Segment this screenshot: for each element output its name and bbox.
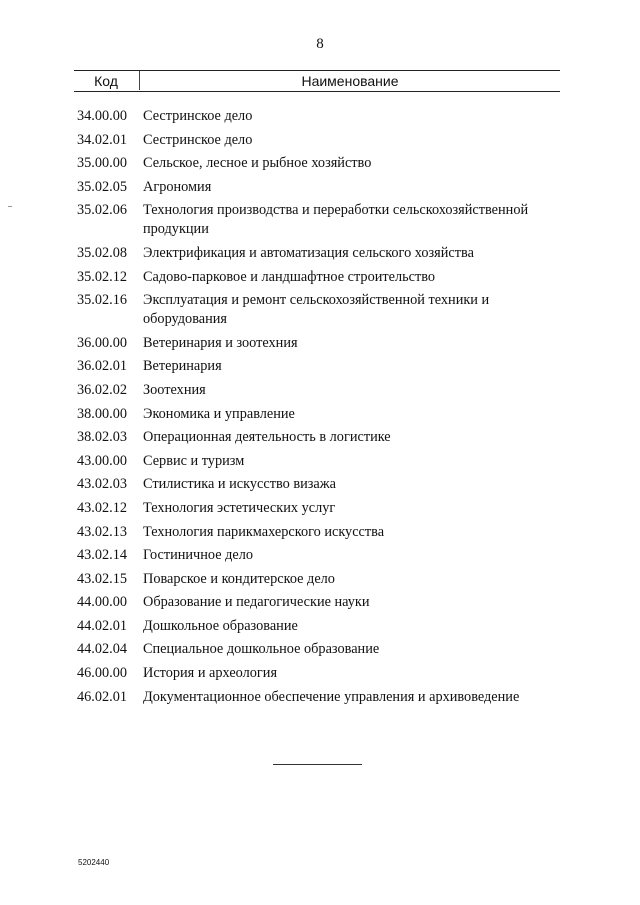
table-row xyxy=(77,405,557,424)
table-row xyxy=(77,154,557,173)
scan-margin-mark xyxy=(8,206,12,207)
table-row xyxy=(77,201,557,239)
specialty-name: Технология парикмахерского искусства xyxy=(143,523,385,540)
specialty-name: Поварское и кондитерское дело xyxy=(143,570,335,587)
specialty-name: Сестринское дело xyxy=(143,108,253,124)
specialty-code: 44.00.00 xyxy=(77,594,128,611)
specialty-code: 43.02.12 xyxy=(77,499,128,516)
table-row xyxy=(77,617,557,636)
table-header-top-border xyxy=(74,70,560,71)
table-row xyxy=(77,178,557,197)
specialty-code: 44.02.01 xyxy=(77,617,128,634)
specialty-name: Эксплуатация и ремонт сельскохозяйственной техники и оборудования xyxy=(143,292,490,328)
table-row xyxy=(77,546,557,565)
specialty-name: Дошкольное образование xyxy=(143,617,298,634)
table-row xyxy=(77,334,557,353)
specialty-code: 35.02.06 xyxy=(77,202,128,219)
specialty-name: Гостиничное дело xyxy=(143,547,254,564)
specialty-name: Технология эстетических услуг xyxy=(143,499,336,516)
table-row xyxy=(77,244,557,263)
specialty-name: Операционная деятельность в логистике xyxy=(143,429,391,446)
specialty-name: Агрономия xyxy=(143,178,212,195)
table-row xyxy=(77,291,557,329)
table-row xyxy=(77,499,557,518)
table-row xyxy=(77,452,557,471)
specialty-code: 46.00.00 xyxy=(77,665,128,682)
table-row xyxy=(77,664,557,683)
specialty-code: 35.02.16 xyxy=(77,292,128,309)
specialty-name: Сельское, лесное и рыбное хозяйство xyxy=(143,155,372,172)
specialty-name: Специальное дошкольное образование xyxy=(143,641,380,658)
table-header-bottom-border xyxy=(74,91,560,92)
end-of-document-rule xyxy=(273,764,362,765)
specialty-name: Электрификация и автоматизация сельского хозяйства xyxy=(143,244,474,261)
specialty-code: 34.02.01 xyxy=(77,131,128,148)
specialty-name: Технология производства и переработки сельскохозяйственной продукции xyxy=(143,202,529,238)
specialty-code: 44.02.04 xyxy=(77,641,128,658)
page-number: 8 xyxy=(316,36,324,52)
specialty-code: 36.00.00 xyxy=(77,334,128,351)
specialty-code: 35.02.05 xyxy=(77,178,128,195)
specialty-code: 35.02.12 xyxy=(77,268,128,285)
table-row xyxy=(77,475,557,494)
specialty-name: Зоотехния xyxy=(143,381,206,398)
table-row xyxy=(77,523,557,542)
specialty-name: Сервис и туризм xyxy=(143,452,245,469)
specialty-code: 43.00.00 xyxy=(77,452,128,469)
specialty-code: 36.02.02 xyxy=(77,381,128,398)
specialty-code: 36.02.01 xyxy=(77,358,128,375)
specialty-table-body xyxy=(77,107,557,711)
table-row xyxy=(77,593,557,612)
specialty-name: Сестринское дело xyxy=(143,131,253,148)
specialty-name: Образование и педагогические науки xyxy=(143,594,370,611)
specialty-code: 38.00.00 xyxy=(77,405,128,422)
specialty-code: 46.02.01 xyxy=(77,688,128,705)
specialty-code: 43.02.03 xyxy=(77,476,128,493)
specialty-code: 35.00.00 xyxy=(77,155,128,172)
specialty-code: 43.02.14 xyxy=(77,547,128,564)
column-header-name: Наименование xyxy=(301,73,399,89)
specialty-name: Ветеринария xyxy=(143,358,222,375)
table-row xyxy=(77,688,557,707)
table-row xyxy=(77,640,557,659)
specialty-name: История и археология xyxy=(143,665,278,682)
specialty-name: Стилистика и искусство визажа xyxy=(143,476,336,493)
table-row xyxy=(77,357,557,376)
specialty-code: 35.02.08 xyxy=(77,244,128,261)
table-row xyxy=(77,570,557,589)
specialty-name: Экономика и управление xyxy=(143,405,295,422)
document-id: 5202440 xyxy=(78,858,110,867)
specialty-code: 43.02.13 xyxy=(77,523,128,540)
table-row xyxy=(77,268,557,287)
specialty-name: Ветеринария и зоотехния xyxy=(143,334,298,351)
table-row xyxy=(77,107,557,126)
table-row xyxy=(77,131,557,150)
specialty-code: 38.02.03 xyxy=(77,429,128,446)
table-row xyxy=(77,381,557,400)
table-row xyxy=(77,428,557,447)
specialty-code: 43.02.15 xyxy=(77,570,128,587)
column-header-code: Код xyxy=(94,73,118,89)
specialty-name: Садово-парковое и ландшафтное строительство xyxy=(143,268,436,285)
specialty-name: Документационное обеспечение управления и архивоведение xyxy=(143,688,520,705)
specialty-code: 34.00.00 xyxy=(77,108,128,124)
